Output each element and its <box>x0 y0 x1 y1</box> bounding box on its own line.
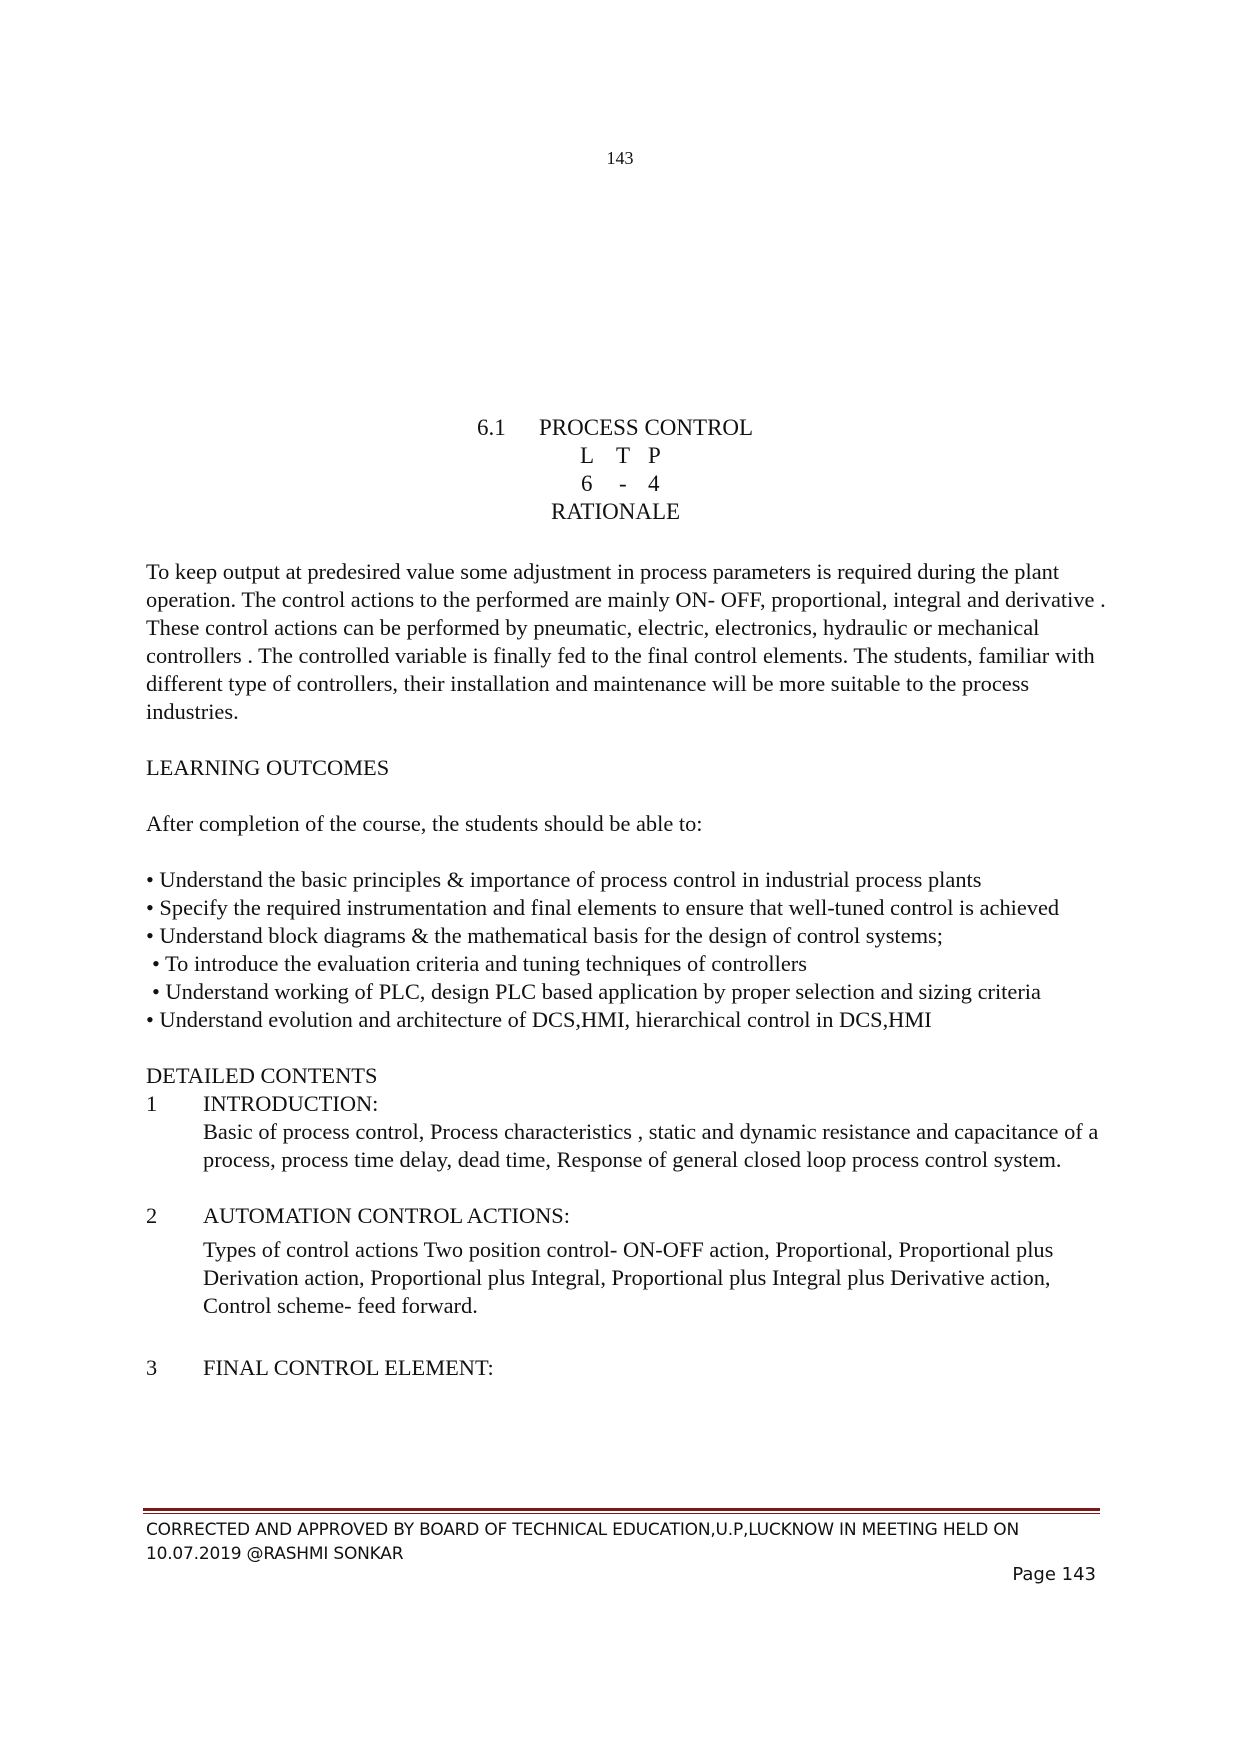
footer-approval-line-1: CORRECTED AND APPROVED BY BOARD OF TECHNICAL EDUCATION,U.P,LUCKNOW IN MEETING HELD ON <box>146 1520 1020 1540</box>
ltp-header-l: L <box>580 443 595 468</box>
course-name: PROCESS CONTROL <box>539 415 754 440</box>
section-body: Basic of process control, Process characteristics , static and dynamic resistance and capacitance of a process, process time delay, dead time, Response of general closed loop process control system. <box>203 1119 1099 1172</box>
footer-approval-text <box>146 1518 1106 1566</box>
rationale-paragraph: To keep output at predesired value some adjustment in process parameters is required during the plant operation. The control actions to the performed are mainly ON- OFF, proportional, integral and derivative . These control actions can be performed by pneumatic, electric, electronics, hydraulic or mechanical controllers . The controlled variable is finally fed to the final control elements. The students, familiar with different type of controllers, their installation and maintenance will be more suitable to the process industries. <box>146 559 1106 724</box>
section-number: 2 <box>146 1203 158 1228</box>
footer-divider <box>143 1508 1100 1511</box>
rationale-heading-line <box>0 498 1240 526</box>
section-1 <box>146 1090 1106 1174</box>
section-2 <box>146 1202 1106 1320</box>
course-number: 6.1 <box>477 415 506 440</box>
ltp-value-p: 4 <box>648 471 660 496</box>
footer-approval-line-2: 10.07.2019 @RASHMI SONKAR <box>146 1544 404 1564</box>
section-3 <box>146 1354 1106 1382</box>
page-number-top: 143 <box>606 148 634 168</box>
ltp-value-t: - <box>619 471 627 496</box>
section-number: 3 <box>146 1355 158 1380</box>
learning-outcomes-intro: After completion of the course, the students should be able to: <box>146 811 703 836</box>
footer-page-number: Page 143 <box>1012 1564 1096 1585</box>
list-item: • Understand block diagrams & the mathematical basis for the design of control systems; <box>146 923 943 948</box>
title-block <box>0 414 1240 526</box>
section-title: FINAL CONTROL ELEMENT: <box>203 1355 494 1380</box>
list-item: • Specify the required instrumentation and final elements to ensure that well-tuned control is achieved <box>146 895 1060 920</box>
ltp-header-line <box>0 442 1240 470</box>
learning-outcomes-list <box>146 866 1106 1034</box>
course-title-line <box>0 414 1240 442</box>
ltp-header-p: P <box>648 443 661 468</box>
ltp-value-l: 6 <box>581 471 593 496</box>
ltp-values-line <box>0 470 1240 498</box>
footer-divider-thin <box>143 1513 1100 1514</box>
section-number: 1 <box>146 1091 158 1116</box>
main-content <box>146 558 1106 1382</box>
detailed-contents-heading: DETAILED CONTENTS <box>146 1063 378 1088</box>
section-title: INTRODUCTION: <box>203 1091 379 1116</box>
list-item: • Understand the basic principles & importance of process control in industrial process plants <box>146 867 982 892</box>
list-item: • To introduce the evaluation criteria and tuning techniques of controllers <box>152 951 807 976</box>
section-body: Types of control actions Two position control- ON-OFF action, Proportional, Proportional plus Derivation action, Proportional plus Integral, Proportional plus Integral plus Derivative action, Control scheme- feed forward. <box>203 1237 1054 1318</box>
ltp-header-t: T <box>616 443 631 468</box>
learning-outcomes-heading: LEARNING OUTCOMES <box>146 755 390 780</box>
list-item: • Understand working of PLC, design PLC based application by proper selection and sizing criteria <box>152 979 1041 1004</box>
section-title: AUTOMATION CONTROL ACTIONS: <box>203 1203 570 1228</box>
list-item: • Understand evolution and architecture of DCS,HMI, hierarchical control in DCS,HMI <box>146 1007 932 1032</box>
rationale-heading: RATIONALE <box>551 499 681 524</box>
